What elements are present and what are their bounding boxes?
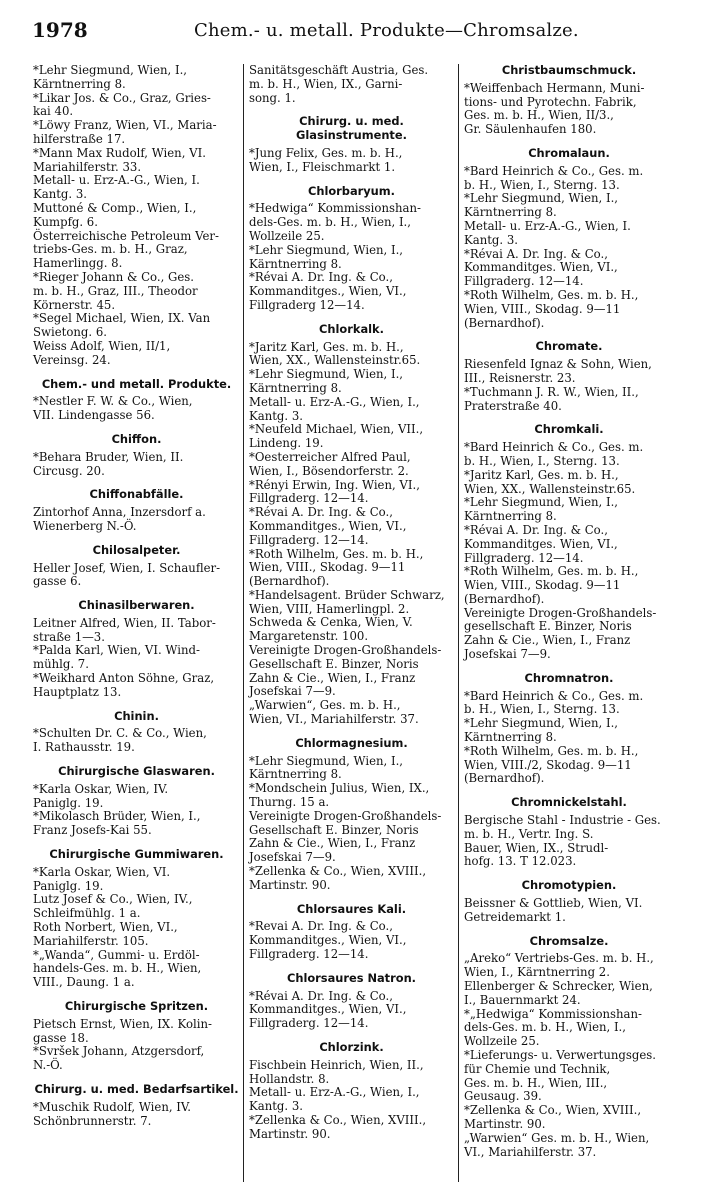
entry-line: *Jaritz Karl, Ges. m. b. H., (249, 339, 404, 354)
page-header (32, 18, 677, 48)
entry-line: Hollandstr. 8. (249, 1071, 330, 1086)
section-heading: Chromsalze. (529, 933, 609, 948)
entry-line: *Jung Felix, Ges. m. b. H., (249, 145, 403, 160)
directory-entry (464, 814, 674, 869)
entry-line: *Likar Jos. & Co., Graz, Gries- (33, 90, 211, 105)
entry-line: Kärntnerring 8. (33, 76, 126, 91)
directory-entry (464, 248, 674, 289)
directory-entry (33, 174, 240, 202)
column-1 (33, 64, 240, 1128)
directory-entry (249, 271, 454, 312)
section-heading: Chirurg. u. med. Bedarfsartikel. (34, 1082, 239, 1096)
entry-line: Franz Josefs-Kai 55. (33, 823, 152, 838)
entry-line: *Lehr Siegmund, Wien, I., (464, 716, 619, 731)
entry-line: Ges. m. b. H., Wien, III., (464, 1075, 608, 1090)
entry-line: Wollzeile 25. (249, 228, 325, 243)
entry-line: Beissner & Gottlieb, Wien, VI. (464, 896, 643, 911)
entry-line: VIII., Daung. 1 a. (33, 975, 135, 990)
entry-line: Kärntnerring 8. (464, 509, 557, 524)
directory-entry (33, 340, 240, 368)
directory-entry (464, 1104, 674, 1132)
entry-line: Zahn & Cie., Wien, I., Franz (464, 633, 631, 648)
entry-line: *„Hedwiga“ Kommissionshan- (464, 1006, 642, 1021)
entry-line: *Hedwiga“ Kommissionshan- (249, 201, 421, 216)
entry-line: Weiss Adolf, Wien, II/1, (33, 338, 171, 353)
section-heading: Chlorsaures Natron. (286, 970, 417, 985)
entry-line: *Rieger Johann & Co., Ges. (33, 269, 194, 284)
directory-entry (249, 616, 454, 644)
entry-line: *Handelsagent. Brüder Schwarz, (249, 587, 445, 602)
entry-line: Wien, VIII., Skodag. 9—11 (249, 560, 406, 575)
entry-line: *Zellenka & Co., Wien, XVIII., (249, 864, 427, 879)
section-heading: Chromnatron. (524, 670, 614, 685)
entry-line: *Karla Oskar, Wien, IV. (33, 781, 169, 796)
entry-line: m. b. H., Wien, IX., Garni- (249, 76, 403, 91)
entry-line: III., Reisnerstr. 23. (464, 370, 576, 385)
directory-entry (464, 1132, 674, 1160)
column-3 (464, 64, 674, 1159)
entry-line: handels-Ges. m. b. H., Wien, (33, 961, 202, 976)
entry-line: Hamerlingg. 8. (33, 256, 123, 271)
directory-entry (464, 980, 674, 1008)
directory-entry (249, 1086, 454, 1114)
entry-line: Fischbein Heinrich, Wien, II., (249, 1057, 424, 1072)
directory-entry (249, 64, 454, 105)
directory-entry (249, 244, 454, 272)
directory-entry (33, 562, 240, 590)
entry-line: Swietong. 6. (33, 325, 107, 340)
entry-line: triebs-Ges. m. b. H., Graz, (33, 242, 188, 257)
directory-entry (33, 147, 240, 175)
entry-line: Schönbrunnerstr. 7. (33, 1113, 152, 1128)
entry-line: Wien, VI., Mariahilferstr. 37. (249, 712, 419, 727)
entry-line: *Karla Oskar, Wien, VI. (33, 864, 171, 879)
entry-line: Körnerstr. 45. (33, 297, 116, 312)
entry-line: *Révai A. Dr. Ing. & Co., (464, 522, 608, 537)
entry-line: *Tuchmann J. R. W., Wien, II., (464, 384, 639, 399)
entry-line: *Zellenka & Co., Wien, XVIII., (464, 1103, 642, 1118)
directory-entry (249, 423, 454, 451)
entry-line: Vereinigte Drogen-Großhandels- (249, 643, 442, 658)
entry-line: *Lehr Siegmund, Wien, I., (33, 63, 188, 77)
entry-line: *Mikolasch Brüder, Wien, I., (33, 809, 201, 824)
entry-line: Bauer, Wien, IX., Strudl- (464, 840, 609, 855)
directory-entry (464, 192, 674, 220)
entry-line: *Weiffenbach Hermann, Muni- (464, 80, 645, 95)
entry-line: Gr. Säulenhaufen 180. (464, 122, 597, 137)
entry-line: Kommanditges. Wien, VI., (464, 260, 618, 275)
entry-line: b. H., Wien, I., Sterng. 13. (464, 702, 620, 717)
directory-entry (33, 921, 240, 949)
directory-entry (33, 230, 240, 271)
directory-entry (33, 1101, 240, 1129)
entry-line: *Mann Max Rudolf, Wien, VI. (33, 145, 206, 160)
directory-entry (33, 644, 240, 672)
directory-entry (249, 699, 454, 727)
entry-line: Margaretenstr. 100. (249, 629, 369, 644)
entry-line: straße 1—3. (33, 629, 105, 644)
entry-line: I. Rathausstr. 19. (33, 740, 135, 755)
entry-line: Muttoné & Comp., Wien, I., (33, 200, 197, 215)
entry-line: *Zellenka & Co., Wien, XVIII., (249, 1112, 427, 1127)
column-divider (458, 64, 459, 1182)
directory-entry (464, 897, 674, 925)
entry-line: Paniglg. 19. (33, 878, 104, 893)
entry-line: mühlg. 7. (33, 657, 89, 672)
entry-line: dels-Ges. m. b. H., Wien, I., (464, 1020, 626, 1035)
entry-line: Kärntnerring 8. (249, 256, 342, 271)
entry-line: Hauptplatz 13. (33, 684, 122, 699)
entry-line: (Bernardhof). (464, 771, 545, 786)
entry-line: hilferstraße 17. (33, 131, 126, 146)
directory-entry (464, 165, 674, 193)
entry-line: Fillgraderg. 12—14. (464, 550, 584, 565)
directory-entry (249, 506, 454, 547)
directory-entry (464, 690, 674, 718)
directory-entry (249, 1114, 454, 1142)
entry-line: b. H., Wien, I., Sterng. 13. (464, 453, 620, 468)
directory-entry (464, 565, 674, 606)
entry-line: (Bernardhof). (464, 315, 545, 330)
entry-line: *Muschik Rudolf, Wien, IV. (33, 1099, 192, 1114)
entry-line: song. 1. (249, 90, 296, 105)
directory-entry (249, 396, 454, 424)
entry-line: Martinstr. 90. (249, 1126, 331, 1141)
entry-line: *Behara Bruder, Wien, II. (33, 449, 184, 464)
entry-line: *Nestler F. W. & Co., Wien, (33, 394, 193, 409)
entry-line: Ellenberger & Schrecker, Wien, (464, 979, 653, 994)
entry-line: Fillgraderg. 12—14. (464, 274, 584, 289)
entry-line: „Areko“ Vertriebs-Ges. m. b. H., (464, 951, 654, 966)
entry-line: Kantg. 3. (249, 408, 303, 423)
section-heading: Chlormagnesium. (295, 735, 408, 750)
section-heading: Chirurg. u. med. Glasinstrumente. (296, 114, 407, 143)
directory-entry (33, 64, 240, 92)
entry-line: *Révai A. Dr. Ing. & Co., (249, 505, 393, 520)
entry-line: gesellschaft E. Binzer, Noris (464, 619, 632, 634)
directory-entry (33, 672, 240, 700)
section-heading: Chiffonabfälle. (89, 487, 184, 502)
directory-entry (33, 119, 240, 147)
section-heading: Chlorzink. (319, 1040, 384, 1054)
directory-entry (33, 1018, 240, 1046)
directory-entry (33, 949, 240, 990)
entry-line: *Lieferungs- u. Verwertungsges. (464, 1048, 656, 1062)
directory-entry (249, 865, 454, 893)
entry-line: Gesellschaft E. Binzer, Noris (249, 656, 419, 671)
entry-line: Josefskai 7—9. (464, 647, 551, 662)
section-heading: Chromnickelstahl. (511, 795, 627, 810)
entry-line: VII. Lindengasse 56. (33, 408, 155, 423)
entry-line: *Roth Wilhelm, Ges. m. b. H., (464, 564, 639, 579)
entry-line: Kommanditges., Wien, VI., (249, 1002, 407, 1017)
entry-line: „Warwien“ Ges. m. b. H., Wien, (464, 1130, 650, 1145)
entry-line: Mariahilferstr. 33. (33, 159, 142, 174)
directory-entry (33, 1045, 240, 1073)
entry-line: Wien, XX., Wallensteinstr.65. (464, 481, 636, 496)
entry-line: *Lehr Siegmund, Wien, I., (464, 495, 619, 510)
entry-line: *Jaritz Karl, Ges. m. b. H., (464, 467, 619, 482)
directory-entry (33, 92, 240, 120)
directory-entry (249, 202, 454, 243)
entry-line: Wien, I., Fleischmarkt 1. (249, 159, 396, 174)
directory-entry (33, 727, 240, 755)
directory-entry (464, 717, 674, 745)
entry-line: für Chemie und Technik, (464, 1061, 611, 1076)
entry-line: kai 40. (33, 104, 74, 119)
entry-line: Getreidemarkt 1. (464, 909, 566, 924)
entry-line: N.-Ö. (33, 1058, 63, 1073)
entry-line: Fillgraderg 12—14. (249, 297, 365, 312)
entry-line: Lutz Josef & Co., Wien, IV., (33, 892, 193, 907)
directory-entry (33, 271, 240, 312)
entry-line: *Oesterreicher Alfred Paul, (249, 449, 411, 464)
directory-entry (249, 920, 454, 961)
directory-entry (249, 782, 454, 810)
directory-entry (464, 289, 674, 330)
entry-line: m. b. H., Vertr. Ing. S. (464, 826, 594, 841)
directory-entry (33, 202, 240, 230)
entry-line: Vereinigte Drogen-Großhandels- (249, 808, 442, 823)
section-heading: Chlorbaryum. (307, 183, 395, 198)
directory-entry (33, 451, 240, 479)
entry-line: Kantg. 3. (249, 1099, 303, 1114)
directory-entry (249, 1059, 454, 1087)
directory-entry (464, 82, 674, 137)
entry-line: Kantg. 3. (464, 232, 518, 247)
entry-line: Kommanditges. Wien, VI., (464, 536, 618, 551)
entry-line: Fillgraderg. 12—14. (249, 1016, 369, 1031)
directory-entry (33, 810, 240, 838)
section-heading: Chiffon. (111, 431, 162, 446)
entry-line: Wien, I., Bösendorferstr. 2. (249, 463, 409, 478)
entry-line: (Bernardhof). (249, 574, 330, 589)
entry-line: *Schulten Dr. C. & Co., Wien, (33, 726, 207, 741)
entry-line: Gesellschaft E. Binzer, Noris (249, 822, 419, 837)
entry-line: *Révai A. Dr. Ing. & Co., (249, 988, 393, 1003)
entry-line: *Lehr Siegmund, Wien, I., (249, 367, 404, 382)
entry-line: Fillgraderg. 12—14. (249, 947, 369, 962)
entry-line: *Neufeld Michael, Wien, VII., (249, 422, 424, 437)
entry-line: Metall- u. Erz-A.-G., Wien, I. (33, 173, 200, 188)
directory-entry (464, 358, 674, 386)
directory-entry (249, 810, 454, 865)
entry-line: Wien, XX., Wallensteinstr.65. (249, 353, 421, 368)
section-heading: Chromotypien. (521, 878, 617, 893)
entry-line: I., Bauernmarkt 24. (464, 992, 581, 1007)
entry-line: *Lehr Siegmund, Wien, I., (249, 242, 404, 257)
entry-line: Ges. m. b. H., Wien, II/3., (464, 108, 614, 123)
column-divider (243, 64, 244, 1182)
directory-entry (33, 617, 240, 645)
entry-line: *Svršek Johann, Atzgersdorf, (33, 1044, 205, 1059)
entry-line: Wien, VIII., Skodag. 9—11 (464, 578, 621, 593)
entry-line: (Bernardhof). (464, 591, 545, 606)
entry-line: Schleifmühlg. 1 a. (33, 906, 141, 921)
entry-line: Wien, VIII, Hamerlingpl. 2. (249, 601, 410, 616)
section-heading: Chirurgische Glaswaren. (58, 764, 215, 779)
entry-line: Sanitätsgeschäft Austria, Ges. (249, 63, 429, 77)
entry-line: „Warwien“, Ges. m. b. H., (249, 698, 401, 713)
entry-line: Thurng. 15 a. (249, 795, 330, 810)
entry-line: dels-Ges. m. b. H., Wien, I., (249, 215, 411, 230)
entry-line: Pietsch Ernst, Wien, IX. Kolin- (33, 1016, 212, 1031)
entry-line: *Roth Wilhelm, Ges. m. b. H., (249, 546, 424, 561)
entry-line: *Bard Heinrich & Co., Ges. m. (464, 440, 644, 455)
entry-line: Zahn & Cie., Wien, I., Franz (249, 670, 416, 685)
entry-line: Bergische Stahl - Industrie - Ges. (464, 813, 661, 828)
entry-line: Kärntnerring 8. (464, 730, 557, 745)
running-title: Chem.- u. metall. Produkte—Chromsalze. (194, 20, 579, 41)
directory-entry (464, 220, 674, 248)
entry-line: *Roth Wilhelm, Ges. m. b. H., (464, 287, 639, 302)
entry-line: Kommanditges., Wien, VI., (249, 933, 407, 948)
entry-line: Paniglg. 19. (33, 795, 104, 810)
directory-entry (464, 607, 674, 662)
entry-line: *Lehr Siegmund, Wien, I., (249, 753, 404, 768)
directory-entry (464, 745, 674, 786)
entry-line: gasse 18. (33, 1030, 89, 1045)
section-heading: Chirurgische Spritzen. (64, 999, 209, 1014)
entry-line: Fillgraderg. 12—14. (249, 532, 369, 547)
entry-line: Heller Josef, Wien, I. Schaufler- (33, 560, 221, 575)
entry-line: *Rényi Erwin, Ing. Wien, VI., (249, 477, 420, 492)
entry-line: Wollzeile 25. (464, 1034, 540, 1049)
entry-line: *Révai A. Dr. Ing. & Co., (464, 246, 608, 261)
directory-entry (464, 496, 674, 524)
entry-line: Lindeng. 19. (249, 436, 324, 451)
entry-line: Wien, I., Kärntnerring 2. (464, 965, 610, 980)
directory-entry (464, 441, 674, 469)
entry-line: Wien, VIII./2, Skodag. 9—11 (464, 757, 632, 772)
section-heading: Chromkali. (534, 422, 604, 437)
section-heading: Chromate. (535, 339, 603, 354)
entry-line: Martinstr. 90. (464, 1116, 546, 1131)
directory-entry (249, 548, 454, 589)
column-2 (249, 64, 454, 1142)
entry-line: Kärntnerring 8. (249, 767, 342, 782)
directory-entry (249, 755, 454, 783)
section-heading: Chinasilberwaren. (78, 598, 195, 613)
directory-entry (464, 1049, 674, 1104)
directory-entry (249, 644, 454, 699)
section-heading: Chlorkalk. (319, 321, 384, 336)
entry-line: *Palda Karl, Wien, VI. Wind- (33, 643, 200, 658)
entry-line: *Roth Wilhelm, Ges. m. b. H., (464, 743, 639, 758)
entry-line: Wienerberg N.-Ö. (33, 518, 137, 533)
entry-line: m. b. H., Graz, III., Theodor (33, 283, 198, 298)
entry-line: Kommanditges., Wien, VI., (249, 518, 407, 533)
entry-line: Zintorhof Anna, Inzersdorf a. (33, 505, 206, 520)
section-heading: Chem.- und metall. Produkte. (41, 376, 232, 391)
directory-entry (33, 893, 240, 921)
entry-line: Vereinsg. 24. (33, 352, 111, 367)
entry-line: *Bard Heinrich & Co., Ges. m. (464, 688, 644, 703)
entry-line: Kommanditges., Wien, VI., (249, 284, 407, 299)
entry-line: Leitner Alfred, Wien, II. Tabor- (33, 615, 216, 630)
entry-line: *Löwy Franz, Wien, VI., Maria- (33, 118, 217, 133)
directory-entry (249, 990, 454, 1031)
entry-line: gasse 6. (33, 574, 82, 589)
entry-line: Österreichische Petroleum Ver- (33, 228, 219, 243)
entry-line: Zahn & Cie., Wien, I., Franz (249, 836, 416, 851)
section-heading: Chinin. (114, 708, 159, 723)
entry-line: Kantg. 3. (33, 187, 87, 202)
entry-line: *Weikhard Anton Söhne, Graz, (33, 671, 215, 686)
entry-line: Kärntnerring 8. (249, 380, 342, 395)
entry-line: Metall- u. Erz-A.-G., Wien, I., (249, 1085, 420, 1100)
directory-entry (33, 866, 240, 894)
directory-entry (249, 451, 454, 479)
page-number: 1978 (32, 18, 88, 42)
entry-line: Roth Norbert, Wien, VI., (33, 920, 178, 935)
directory-entry (249, 147, 454, 175)
entry-line: Martinstr. 90. (249, 877, 331, 892)
directory-entry (464, 1008, 674, 1049)
entry-line: Metall- u. Erz-A.-G., Wien, I. (464, 218, 631, 233)
entry-line: VI., Mariahilferstr. 37. (464, 1144, 597, 1159)
entry-line: *Mondschein Julius, Wien, IX., (249, 781, 430, 796)
entry-line: Josefskai 7—9. (249, 850, 336, 865)
directory-entry (249, 479, 454, 507)
entry-line: *Révai A. Dr. Ing. & Co., (249, 270, 393, 285)
directory-entry (464, 469, 674, 497)
directory-entry (464, 386, 674, 414)
entry-line: *Revai A. Dr. Ing. & Co., (249, 919, 393, 934)
entry-line: *Bard Heinrich & Co., Ges. m. (464, 163, 644, 178)
entry-line: Riesenfeld Ignaz & Sohn, Wien, (464, 357, 652, 372)
directory-entry (464, 524, 674, 565)
entry-line: Wien, VIII., Skodag. 9—11 (464, 301, 621, 316)
section-heading: Christbaumschmuck. (501, 63, 637, 77)
directory-entry (249, 341, 454, 369)
entry-line: Schweda & Cenka, Wien, V. (249, 615, 413, 630)
entry-line: Metall- u. Erz-A.-G., Wien, I., (249, 394, 420, 409)
entry-line: Praterstraße 40. (464, 398, 562, 413)
directory-entry (464, 952, 674, 980)
entry-line: *„Wanda“, Gummi- u. Erdöl- (33, 947, 200, 962)
directory-entry (249, 368, 454, 396)
directory-entry (33, 783, 240, 811)
entry-line: Mariahilferstr. 105. (33, 933, 149, 948)
entry-line: *Lehr Siegmund, Wien, I., (464, 191, 619, 206)
entry-line: tions- und Pyrotechn. Fabrik, (464, 94, 637, 109)
directory-entry (249, 589, 454, 617)
section-heading: Chromalaun. (528, 145, 610, 160)
entry-line: *Segel Michael, Wien, IX. Van (33, 311, 211, 326)
entry-line: Vereinigte Drogen-Großhandels- (464, 605, 657, 620)
directory-entry (33, 312, 240, 340)
section-heading: Chilosalpeter. (92, 542, 181, 557)
entry-line: Fillgraderg. 12—14. (249, 491, 369, 506)
entry-line: Kärntnerring 8. (464, 205, 557, 220)
entry-line: Geusaug. 39. (464, 1089, 542, 1104)
entry-line: hofg. 13. T 12.023. (464, 854, 577, 869)
directory-entry (33, 395, 240, 423)
entry-line: Circusg. 20. (33, 463, 105, 478)
directory-entry (33, 506, 240, 534)
section-heading: Chlorsaures Kali. (296, 901, 407, 916)
entry-line: Kumpfg. 6. (33, 214, 98, 229)
entry-line: b. H., Wien, I., Sterng. 13. (464, 177, 620, 192)
section-heading: Chirurgische Gummiwaren. (49, 847, 224, 862)
entry-line: Josefskai 7—9. (249, 684, 336, 699)
